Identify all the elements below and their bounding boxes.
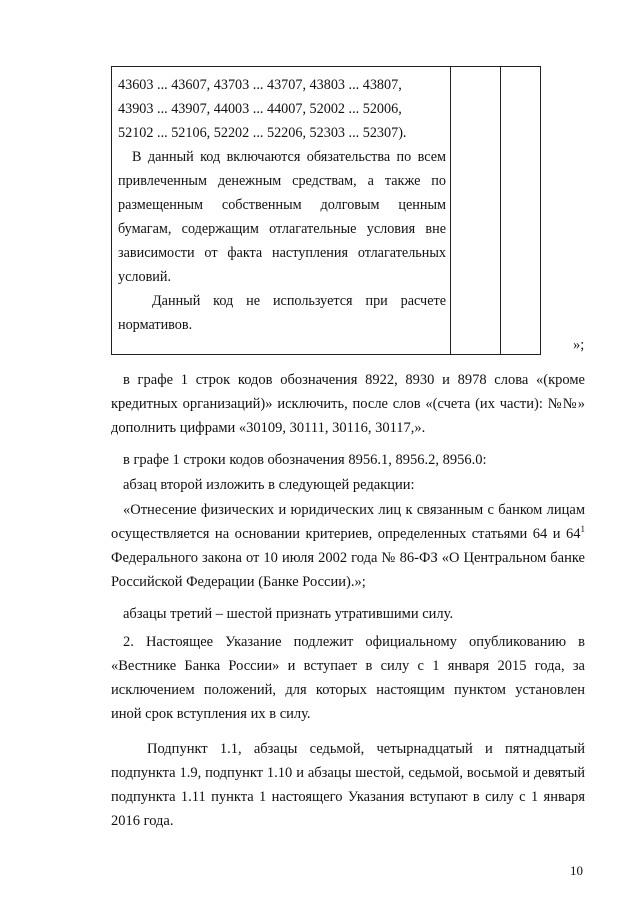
body-paragraph: в графе 1 строки кодов обозначения 8956.1, 8956.2, 8956.0: <box>123 452 487 468</box>
table-paragraph-included: В данный код включаются обязательства по всем привлеченным денежным средствам, а также по размещенным собственным долговым ценным бумагам, содержащим отлагательные условия вне зависимости от факта наступления отлагательных условий. <box>118 149 446 285</box>
body-paragraph: в графе 1 строк кодов обозначения 8922, 8930 и 8978 слова «(кроме кредитных организаций)» исключить, после слов «(счета (их части): №№» дополнить цифрами «30109, 30111, 30116, 30117,». <box>111 372 585 436</box>
codes-line: 52102 ... 52106, 52202 ... 52206, 52303 ... 52307). <box>118 125 407 141</box>
text-span: Федерального закона от 10 июля 2002 года № 86-ФЗ «О Центральном банке Российской Федерации (Банке России).»; <box>111 550 585 590</box>
body-paragraph-point-2: 2. Настоящее Указание подлежит официальному опубликованию в «Вестнике Банка России» и вступает в силу с 1 января 2015 года, за исключением положений, для которых настоящим пунктом установлен иной срок вступления их в силу. <box>111 634 585 722</box>
codes-line: 43903 ... 43907, 44003 ... 44007, 52002 ... 52006, <box>118 101 402 117</box>
closing-quote: »; <box>573 337 585 353</box>
page-number: 10 <box>570 863 583 878</box>
body-paragraph: абзац второй изложить в следующей редакции: <box>123 477 415 493</box>
table-paragraph-not-used: Данный код не используется при расчете нормативов. <box>118 293 446 333</box>
table-column-divider <box>500 67 501 354</box>
codes-line: 43603 ... 43607, 43703 ... 43707, 43803 ... 43807, <box>118 77 402 93</box>
body-paragraph-quoted <box>111 498 585 594</box>
superscript: 1 <box>580 524 585 534</box>
body-paragraph: абзацы третий – шестой признать утратившими силу. <box>123 606 454 622</box>
body-paragraph: Подпункт 1.1, абзацы седьмой, четырнадцатый и пятнадцатый подпункта 1.9, подпункт 1.10 и абзацы шестой, седьмой, восьмой и девятый подпункта 1.11 пункта 1 настоящего Указания вступают в силу с 1 января 2016 года. <box>111 741 585 829</box>
table-column-divider <box>450 67 451 354</box>
text-span: «Отнесение физических и юридических лиц к связанным с банком лицам осуществляется на основании критериев, определенных статьями 64 и 64 <box>111 502 585 542</box>
table-description-cell <box>118 73 446 337</box>
table-fragment <box>111 66 541 355</box>
